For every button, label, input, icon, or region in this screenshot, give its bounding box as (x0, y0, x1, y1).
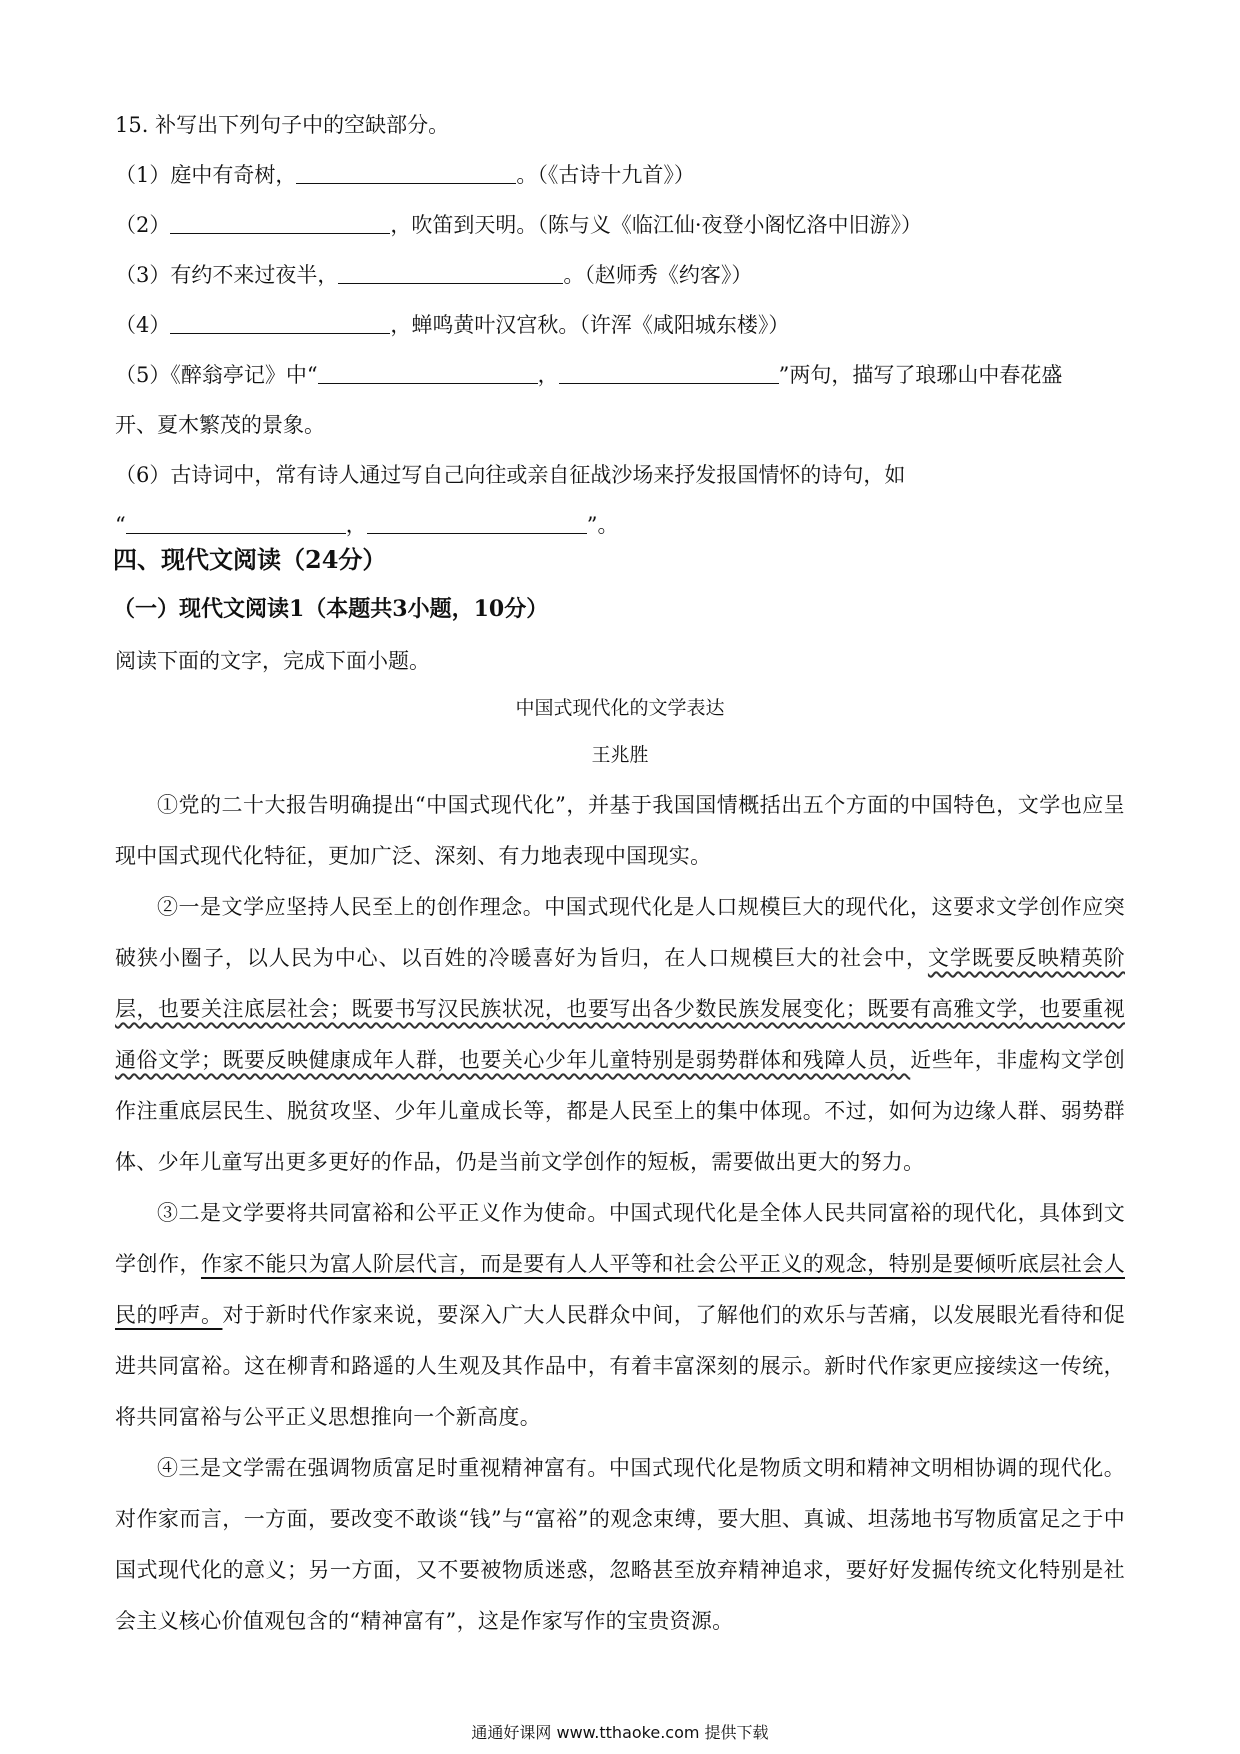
answer-blank[interactable] (170, 209, 390, 234)
paragraph-3: ③二是文学要将共同富裕和公平正义作为使命。中国式现代化是全体人民共同富裕的现代化，具体到文学创作，作家不能只为富人阶层代言，而是要有人人平等和社会公平正义的观念，特别是要倾听底层社会人民的呼声。对于新时代作家来说，要深入广大人民群众中间，了解他们的欢乐与苦痛，以发展眼光看待和促进共同富裕。这在柳青和路遥的人生观及其作品中，有着丰富深刻的展示。新时代作家更应接续这一传统，将共同富裕与公平正义思想推向一个新高度。 (115, 1201, 1125, 1429)
fill-item-5-cont: 开、夏木繁茂的景象。 (115, 413, 325, 437)
wavy-underlined-text: 文学既要反映精英阶层，也要关注底层社会；既要书写汉民族状况，也要写出各少数民族发展变化；既要有高雅文学，也要重视通俗文学；既要反映健康成年人群，也要关心少年儿童特别是弱势群体和残障人员， (115, 946, 1125, 1072)
article-author: 王兆胜 (591, 744, 649, 766)
answer-blank[interactable] (126, 509, 346, 534)
answer-blank[interactable] (318, 359, 538, 384)
subsection-heading: （一）现代文阅读1（本题共3小题，10分） (113, 596, 549, 622)
answer-blank[interactable] (338, 259, 563, 284)
paragraph-2: ②一是文学应坚持人民至上的创作理念。中国式现代化是人口规模巨大的现代化，这要求文学创作应突破狭小圈子，以人民为中心、以百姓的冷暖喜好为旨归，在人口规模巨大的社会中，文学既要反映精英阶层，也要关注底层社会；既要书写汉民族状况，也要写出各少数民族发展变化；既要有高雅文学，也要重视通俗文学；既要反映健康成年人群，也要关心少年儿童特别是弱势群体和残障人员，近些年，非虚构文学创作注重底层民生、脱贫攻坚、少年儿童成长等，都是人民至上的集中体现。不过，如何为边缘人群、弱势群体、少年儿童写出更多更好的作品，仍是当前文学创作的短板，需要做出更大的努力。 (115, 895, 1125, 1174)
article-body (115, 780, 1125, 1647)
reading-instruction: 阅读下面的文字，完成下面小题。 (115, 649, 430, 673)
paragraph-4: ④三是文学需在强调物质富足时重视精神富有。中国式现代化是物质文明和精神文明相协调的现代化。对作家而言，一方面，要改变不敢谈“钱”与“富裕”的观念束缚，要大胆、真诚、坦荡地书写物质富足之于中国式现代化的意义；另一方面，又不要被物质迷惑，忽略甚至放弃精神追求，要好好发掘传统文化特别是社会主义核心价值观包含的“精神富有”，这是作家写作的宝贵资源。 (115, 1456, 1125, 1633)
fill-item-6-cont: “ ， ”。 (115, 500, 1135, 550)
fill-item-6: （6）古诗词中，常有诗人通过写自己向往或亲自征战沙场来抒发报国情怀的诗句，如 (115, 463, 906, 487)
fill-item-5: （5）《醉翁亭记》中“ ， ”两句，描写了琅琊山中春花盛 (115, 350, 1135, 400)
question-15 (115, 100, 1135, 550)
page-footer: 通通好课网 www.tthaoke.com 提供下载 (471, 1723, 769, 1742)
fill-item-3: （3）有约不来过夜半， 。（赵师秀《约客》） (115, 250, 1135, 300)
answer-blank[interactable] (296, 159, 516, 184)
article-title: 中国式现代化的文学表达 (515, 697, 725, 719)
underlined-text: 作家不能只为富人阶层代言，而是要有人人平等和社会公平正义的观念，特别是要倾听底层社会人民的呼声。 (115, 1252, 1125, 1327)
fill-item-4: （4） ，蝉鸣黄叶汉宫秋。（许浑《咸阳城东楼》） (115, 300, 1135, 350)
answer-blank[interactable] (367, 509, 587, 534)
answer-blank[interactable] (170, 309, 390, 334)
section-heading: 四、现代文阅读（24分） (113, 545, 387, 574)
fill-item-2: （2） ，吹笛到天明。（陈与义《临江仙·夜登小阁忆洛中旧游》） (115, 200, 1135, 250)
paragraph-1: ①党的二十大报告明确提出“中国式现代化”，并基于我国国情概括出五个方面的中国特色，文学也应呈现中国式现代化特征，更加广泛、深刻、有力地表现中国现实。 (115, 793, 1125, 868)
fill-item-1: （1）庭中有奇树， 。（《古诗十九首》） (115, 150, 1135, 200)
question-15-title: 15. 补写出下列句子中的空缺部分。 (115, 113, 450, 137)
answer-blank[interactable] (559, 359, 779, 384)
